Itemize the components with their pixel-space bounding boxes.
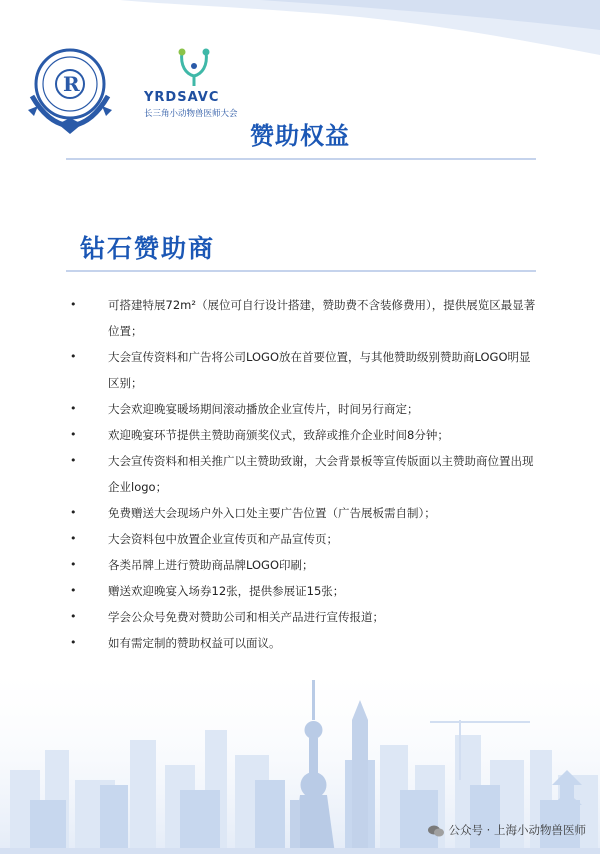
bullet-icon: • <box>70 636 77 649</box>
page-title: 赞助权益 <box>250 122 350 150</box>
section-title: 钻石赞助商 <box>80 234 216 263</box>
benefit-text: 如有需定制的赞助权益可以面议。 <box>108 636 281 650</box>
benefit-text: 免费赠送大会现场户外入口处主要广告位置（广告展板需自制）； <box>108 506 436 520</box>
benefit-item <box>68 578 540 604</box>
bullet-icon: • <box>70 454 77 467</box>
benefit-item <box>68 526 540 552</box>
bullet-icon: • <box>70 298 77 311</box>
benefit-item <box>68 448 540 500</box>
benefit-item <box>68 292 540 344</box>
bullet-icon: • <box>70 402 77 415</box>
bullet-icon: • <box>70 428 77 441</box>
bullet-icon: • <box>70 350 77 363</box>
benefit-item <box>68 604 540 630</box>
title-divider <box>66 158 536 160</box>
conference-logo <box>144 46 264 119</box>
benefit-text: 欢迎晚宴环节提供主赞助商颁奖仪式，致辞或推介企业时间8分钟； <box>108 428 449 442</box>
benefit-item <box>68 552 540 578</box>
watermark-text: 公众号 · 上海小动物兽医师 <box>448 823 586 837</box>
bullet-icon: • <box>70 506 77 519</box>
svg-text:R: R <box>63 72 80 96</box>
section-divider <box>66 270 536 272</box>
benefit-text: 大会宣传资料和广告将公司LOGO放在首要位置，与其他赞助级别赞助商LOGO明显区别； <box>108 350 531 390</box>
benefit-text: 大会欢迎晚宴暖场期间滚动播放企业宣传片，时间另行商定； <box>108 402 419 416</box>
conference-logo-cn: 长三角小动物兽医师大会 <box>144 109 238 119</box>
benefit-text: 赠送欢迎晚宴入场券12张，提供参展证15张； <box>108 584 345 598</box>
conference-logo-en: YRDSAVC <box>144 90 220 105</box>
wechat-watermark <box>428 822 586 838</box>
benefit-text: 大会宣传资料和相关推广以主赞助致谢，大会背景板等宣传版面以主赞助商位置出现企业logo； <box>108 454 534 494</box>
wechat-icon <box>428 825 444 837</box>
bullet-icon: • <box>70 610 77 623</box>
benefits-list <box>68 292 540 656</box>
benefit-item <box>68 396 540 422</box>
benefit-text: 可搭建特展72m²（展位可自行设计搭建，赞助费不含装修费用），提供展览区最显著位置； <box>108 298 536 338</box>
benefit-item <box>68 344 540 396</box>
bullet-icon: • <box>70 584 77 597</box>
benefit-item <box>68 500 540 526</box>
benefit-text: 学会公众号免费对赞助公司和相关产品进行宣传报道； <box>108 610 384 624</box>
benefit-item <box>68 630 540 656</box>
bullet-icon: • <box>70 558 77 571</box>
benefit-item <box>68 422 540 448</box>
benefit-text: 各类吊牌上进行赞助商品牌LOGO印刷； <box>108 558 314 572</box>
bullet-icon: • <box>70 532 77 545</box>
benefit-text: 大会资料包中放置企业宣传页和产品宣传页； <box>108 532 338 546</box>
